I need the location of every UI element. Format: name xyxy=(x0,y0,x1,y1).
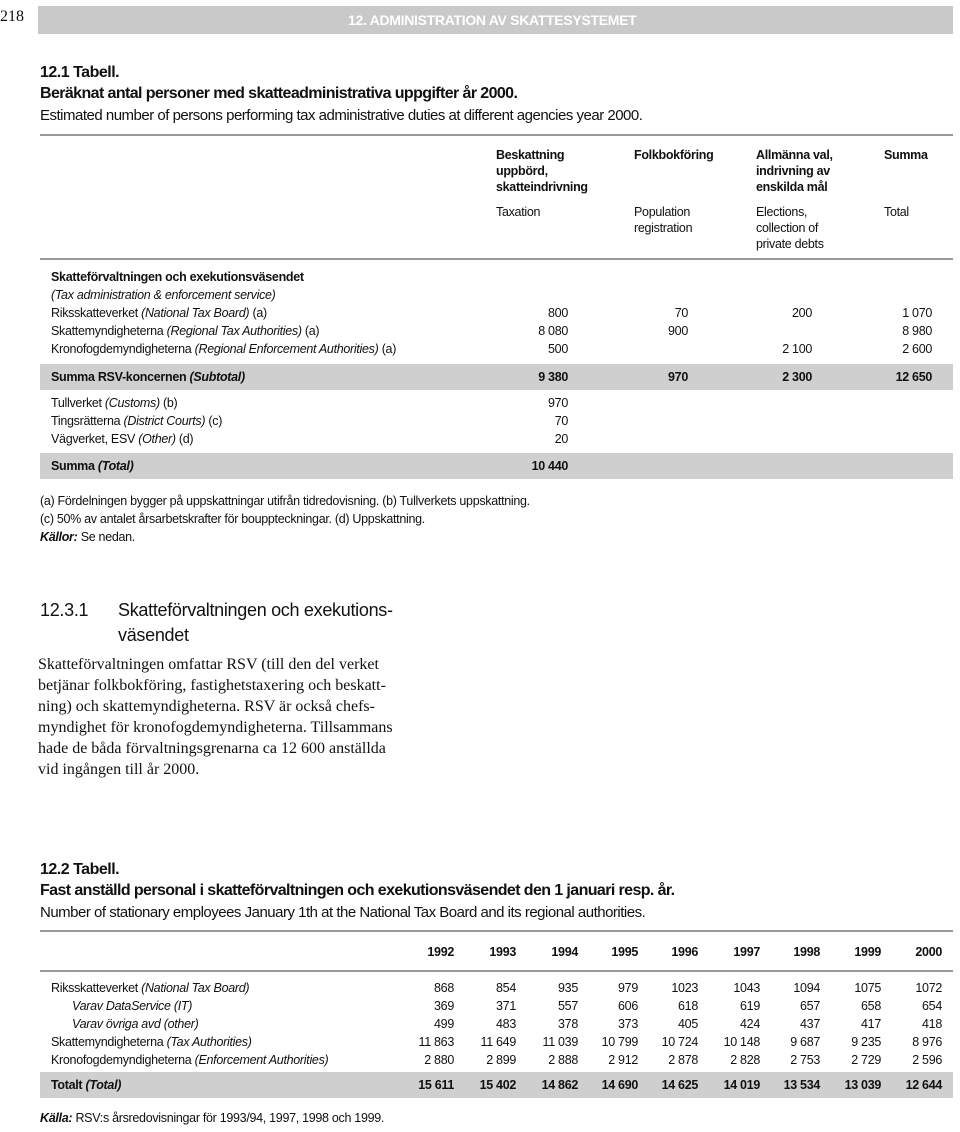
table2-total-cell: 14 625 xyxy=(661,1078,698,1092)
table2-year-6: 1998 xyxy=(793,945,820,959)
table2-year-7: 1999 xyxy=(854,945,881,959)
table1-section-en: (Tax administration & enforcement service) xyxy=(51,288,276,302)
table2-cell: 2 596 xyxy=(912,1053,942,1067)
running-header xyxy=(38,6,953,34)
table2-top-rule xyxy=(40,930,953,932)
table1-row-label: Riksskatteverket (National Tax Board) (a) xyxy=(51,306,267,320)
table2-cell: 619 xyxy=(740,999,760,1013)
table2-total-cell: 12 644 xyxy=(905,1078,942,1092)
table2-cell: 11 649 xyxy=(480,1035,516,1049)
table2-cell: 2 753 xyxy=(790,1053,820,1067)
table2-label: 12.2 Tabell. xyxy=(40,861,120,878)
table1-row-label: Skattemyndigheterna (Regional Tax Authorities) (a) xyxy=(51,324,320,338)
table2-cell: 9 235 xyxy=(851,1035,881,1049)
table1-colhead-elections-en: Elections, collection of private debts xyxy=(756,205,824,251)
table1-label: 12.1 Tabell. xyxy=(40,64,120,81)
table2-cell: 8 976 xyxy=(912,1035,942,1049)
table1-source: Källor: Se nedan. xyxy=(40,530,135,544)
table1-cell: 2 100 xyxy=(782,342,812,356)
table1-cell: 12 650 xyxy=(895,370,932,384)
table2-cell: 657 xyxy=(800,999,820,1013)
table1-cell: 10 440 xyxy=(531,459,568,473)
table1-colhead-elections-sv: Allmänna val, indrivning av enskilda mål xyxy=(756,148,833,194)
table2-cell: 1072 xyxy=(915,981,942,995)
table2-cell: 935 xyxy=(558,981,578,995)
table2-cell: 369 xyxy=(434,999,454,1013)
table2-year-3: 1995 xyxy=(611,945,638,959)
table1-note: (a) Fördelningen bygger på uppskattningar utifrån tidredovisning. (b) Tullverkets uppskattning. xyxy=(40,494,530,508)
table1-row-label: Vägverket, ESV (Other) (d) xyxy=(51,432,194,446)
table1-colhead-sum-sv: Summa xyxy=(884,148,928,162)
table1-section-sv: Skatteförvaltningen och exekutionsväsendet xyxy=(51,270,304,284)
table2-year-2: 1994 xyxy=(551,945,578,959)
table2-cell: 2 880 xyxy=(424,1053,454,1067)
table1-subtotal-label: Summa RSV-koncernen (Subtotal) xyxy=(51,370,245,384)
table2-cell: 405 xyxy=(678,1017,698,1031)
table1-row-label: Tingsrätterna (District Courts) (c) xyxy=(51,414,223,428)
table2-source: Källa: RSV:s årsredovisningar för 1993/94, 1997, 1998 och 1999. xyxy=(40,1111,385,1125)
table1-colhead-population-sv: Folkbokföring xyxy=(634,148,714,162)
table2-cell: 2 888 xyxy=(548,1053,578,1067)
table2-cell: 854 xyxy=(496,981,516,995)
table1-colhead-sum-en: Total xyxy=(884,205,909,219)
table2-total-cell: 13 039 xyxy=(844,1078,881,1092)
table2-cell: 418 xyxy=(922,1017,942,1031)
running-header-text: 12. ADMINISTRATION AV SKATTESYSTEMET xyxy=(348,12,637,28)
table1-cell: 970 xyxy=(668,370,688,384)
table2-total-cell: 15 611 xyxy=(418,1078,454,1092)
table1-cell: 8 080 xyxy=(538,324,568,338)
table2-subtitle: Number of stationary employees January 1th at the National Tax Board and its regional authorities. xyxy=(40,904,646,921)
table2-cell: 2 729 xyxy=(851,1053,881,1067)
table1-cell: 800 xyxy=(548,306,568,320)
table2-cell: 424 xyxy=(740,1017,760,1031)
table2-total-cell: 14 019 xyxy=(723,1078,760,1092)
table1-colhead-population-en: Population registration xyxy=(634,205,693,235)
table2-row-label: Varav övriga avd (other) xyxy=(72,1017,199,1031)
table2-cell: 373 xyxy=(618,1017,638,1031)
table1-cell: 20 xyxy=(554,432,568,446)
table2-year-5: 1997 xyxy=(733,945,760,959)
table2-row-label: Riksskatteverket (National Tax Board) xyxy=(51,981,250,995)
table1-cell: 2 600 xyxy=(902,342,932,356)
table2-cell: 499 xyxy=(434,1017,454,1031)
table2-cell: 483 xyxy=(496,1017,516,1031)
table2-cell: 2 912 xyxy=(608,1053,638,1067)
table2-cell: 437 xyxy=(800,1017,820,1031)
table2-year-1: 1993 xyxy=(489,945,516,959)
table1-cell: 900 xyxy=(668,324,688,338)
table1-row-label: Tullverket (Customs) (b) xyxy=(51,396,178,410)
table2-cell: 2 878 xyxy=(668,1053,698,1067)
table2-year-4: 1996 xyxy=(671,945,698,959)
section-body: Skatteförvaltningen omfattar RSV (till den del verket betjänar folkbokföring, fastighetstaxering och beskatt- ning) och skattemyndigheterna. RSV är också chefs- myndighet för kronofogdemyndigheterna. Tillsammans hade de båda förvaltningsgrenarna ca 12 600 anställda vid ingången till år 2000. xyxy=(38,656,393,778)
table1-subtitle: Estimated number of persons performing tax administrative duties at different agencies year 2000. xyxy=(40,107,643,124)
table2-cell: 9 687 xyxy=(790,1035,820,1049)
table1-colhead-taxation-en: Taxation xyxy=(496,205,541,219)
section-heading-line1: Skatteförvaltningen och exekutions- xyxy=(118,600,393,620)
table1-cell: 1 070 xyxy=(902,306,932,320)
table2-row-label: Kronofogdemyndigheterna (Enforcement Authorities) xyxy=(51,1053,329,1067)
table1-cell: 70 xyxy=(674,306,688,320)
table2-cell: 557 xyxy=(558,999,578,1013)
section-heading-line2: väsendet xyxy=(118,625,189,645)
table1-cell: 500 xyxy=(548,342,568,356)
table2-cell: 10 148 xyxy=(723,1035,760,1049)
page-number: 218 xyxy=(0,8,24,25)
table1-title: Beräknat antal personer med skatteadministrativa uppgifter år 2000. xyxy=(40,85,518,102)
table2-total-cell: 14 862 xyxy=(541,1078,578,1092)
table2-cell: 10 724 xyxy=(661,1035,698,1049)
table1-colhead-taxation-sv: Beskattning uppbörd, skatteindrivning xyxy=(496,148,588,194)
table1-cell: 9 380 xyxy=(538,370,568,384)
table2-cell: 2 899 xyxy=(486,1053,516,1067)
table2-row-label: Varav DataService (IT) xyxy=(72,999,193,1013)
table2-cell: 371 xyxy=(496,999,516,1013)
table2-total-cell: 14 690 xyxy=(601,1078,638,1092)
table1-cell: 8 980 xyxy=(902,324,932,338)
table1-total-label: Summa (Total) xyxy=(51,459,134,473)
table2-cell: 1094 xyxy=(793,981,820,995)
table1-note: (c) 50% av antalet årsarbetskrafter för bouppteckningar. (d) Uppskattning. xyxy=(40,512,425,526)
table2-cell: 10 799 xyxy=(601,1035,638,1049)
table1-cell: 70 xyxy=(554,414,568,428)
table2-cell: 658 xyxy=(861,999,881,1013)
table2-cell: 11 863 xyxy=(418,1035,454,1049)
table2-cell: 1023 xyxy=(671,981,698,995)
table2-cell: 417 xyxy=(861,1017,881,1031)
table1-row-label: Kronofogdemyndigheterna (Regional Enforcement Authorities) (a) xyxy=(51,342,397,356)
table2-cell: 618 xyxy=(678,999,698,1013)
table2-cell: 378 xyxy=(558,1017,578,1031)
table2-cell: 2 828 xyxy=(730,1053,760,1067)
table1-cell: 200 xyxy=(792,306,812,320)
section-number: 12.3.1 xyxy=(40,600,89,620)
table2-row-label: Skattemyndigheterna (Tax Authorities) xyxy=(51,1035,252,1049)
table2-cell: 1075 xyxy=(854,981,881,995)
table2-cell: 606 xyxy=(618,999,638,1013)
table2-total-cell: 15 402 xyxy=(479,1078,516,1092)
table2-cell: 11 039 xyxy=(542,1035,578,1049)
table2-cell: 979 xyxy=(618,981,638,995)
table2-total-label: Totalt (Total) xyxy=(51,1078,122,1092)
table2-total-cell: 13 534 xyxy=(783,1078,820,1092)
table1-total-band xyxy=(40,453,953,479)
table2-year-0: 1992 xyxy=(427,945,454,959)
table2-cell: 654 xyxy=(922,999,942,1013)
table2-year-8: 2000 xyxy=(915,945,942,959)
table1-header-rule xyxy=(40,258,953,260)
table2-cell: 868 xyxy=(434,981,454,995)
table2-cell: 1043 xyxy=(733,981,760,995)
table2-header-rule xyxy=(40,970,953,972)
table1-cell: 2 300 xyxy=(782,370,812,384)
table2-title: Fast anställd personal i skatteförvaltningen och exekutionsväsendet den 1 januari resp. år. xyxy=(40,882,675,899)
table1-top-rule xyxy=(40,134,953,136)
table1-cell: 970 xyxy=(548,396,568,410)
